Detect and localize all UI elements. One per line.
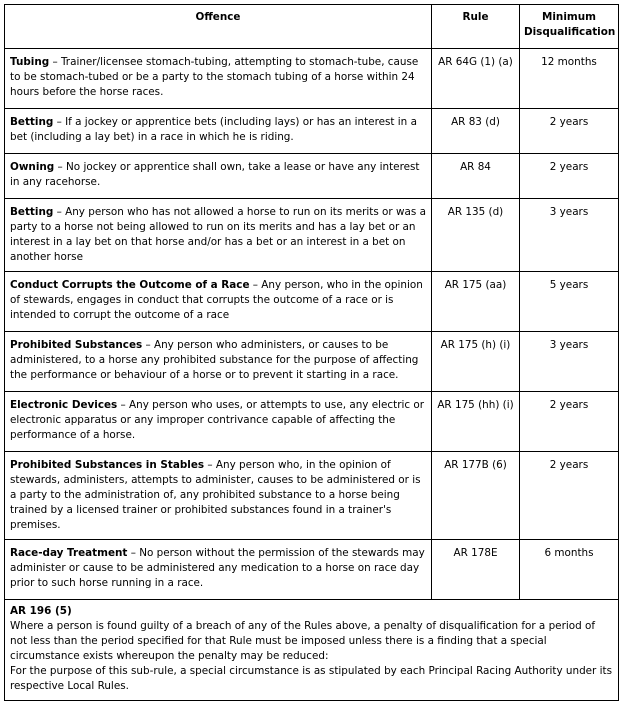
rule-cell: AR 83 (d) [432,109,520,154]
rule-cell: AR 175 (hh) (i) [432,392,520,452]
offence-text: – Any person, who in the opinion of stewards, engages in conduct that corrupts the outcome of a race or is intended to corrupt the outcome of a race [10,279,423,321]
header-disqualification: Disqualification [524,26,616,38]
offence-title: Conduct Corrupts the Outcome of a Race [10,279,250,291]
offences-document [4,4,618,701]
offence-title: Owning [10,161,55,173]
table-row [5,49,619,109]
table-row [5,540,619,600]
rule-cell: AR 84 [432,154,520,199]
table-row [5,154,619,199]
offence-text: – Trainer/licensee stomach-tubing, attempting to stomach-tube, cause to be stomach-tubed or be a party to the stomach tubing of a horse within 24 hours before the horse races. [10,56,419,98]
offence-cell [5,49,432,109]
table-row [5,109,619,154]
offence-title: Prohibited Substances in Stables [10,459,205,471]
offence-title: Betting [10,206,54,218]
offence-title: Betting [10,116,54,128]
table-row [5,392,619,452]
offence-cell [5,154,432,199]
offence-text: – No person without the permission of the stewards may administer or cause to be administered any medication to a horse on race day prior to such horse running in a race. [10,547,425,589]
min-cell: 5 years [520,272,619,332]
offence-text: – No jockey or apprentice shall own, take a lease or have any interest in any racehorse. [10,161,420,188]
min-cell: 2 years [520,109,619,154]
offence-cell [5,392,432,452]
min-cell: 3 years [520,199,619,272]
offence-text: – Any person who has not allowed a horse to run on its merits or was a party to a horse not being allowed to run on its merits and has a lay bet or an interest in a lay bet on that horse and/or has a bet or an interest in a bet on another horse [10,206,426,263]
offence-title: Race-day Treatment [10,547,128,559]
header-rule: Rule [432,5,520,49]
header-minimum: Minimum [542,11,596,23]
rule-cell: AR 177B (6) [432,452,520,540]
rule-cell: AR 135 (d) [432,199,520,272]
rule-cell: AR 175 (aa) [432,272,520,332]
footer-paragraph-1: Where a person is found guilty of a breach of any of the Rules above, a penalty of disqualification for a period of not less than the period specified for that Rule must be imposed unless there is a finding that a special circumstance exists whereupon the penalty may be reduced: [10,620,596,662]
offence-title: Prohibited Substances [10,339,143,351]
offence-cell [5,332,432,392]
min-cell: 3 years [520,332,619,392]
footer-paragraph-2: For the purpose of this sub-rule, a special circumstance is as stipulated by each Principal Racing Authority under its respective Local Rules. [10,665,613,692]
offence-cell [5,199,432,272]
offences-table [4,4,619,701]
min-cell: 2 years [520,154,619,199]
offence-text: – Any person who administers, or causes to be administered, to a horse any prohibited substance for the purpose of affecting the performance or behaviour of a horse or to prevent it starting in a race. [10,339,419,381]
min-cell: 12 months [520,49,619,109]
header-offence: Offence [5,5,432,49]
offence-cell [5,540,432,600]
table-row [5,452,619,540]
header-minimum-disqualification [520,5,619,49]
footer-row [5,600,619,701]
offence-text: – If a jockey or apprentice bets (including lays) or has an interest in a bet (including a lay bet) in a race in which he is riding. [10,116,417,143]
offence-title: Tubing [10,56,50,68]
min-cell: 2 years [520,452,619,540]
offence-cell [5,272,432,332]
rule-cell: AR 178E [432,540,520,600]
table-row [5,332,619,392]
table-row [5,199,619,272]
footer-cell [5,600,619,701]
offence-cell [5,452,432,540]
min-cell: 2 years [520,392,619,452]
rule-cell: AR 175 (h) (i) [432,332,520,392]
footer-title: AR 196 (5) [10,605,72,617]
min-cell: 6 months [520,540,619,600]
offence-text: – Any person who uses, or attempts to use, any electric or electronic apparatus or any improper contrivance capable of affecting the performance of a horse. [10,399,425,441]
offence-text: – Any person who, in the opinion of stewards, administers, attempts to administer, causes to be administered or is a party to the administration of, any prohibited substance to a horse being trained by a licensed trainer or prohibited substances found in a trainer's premises. [10,459,421,531]
table-row [5,272,619,332]
rule-cell: AR 64G (1) (a) [432,49,520,109]
offence-cell [5,109,432,154]
offence-title: Electronic Devices [10,399,118,411]
header-row [5,5,619,49]
